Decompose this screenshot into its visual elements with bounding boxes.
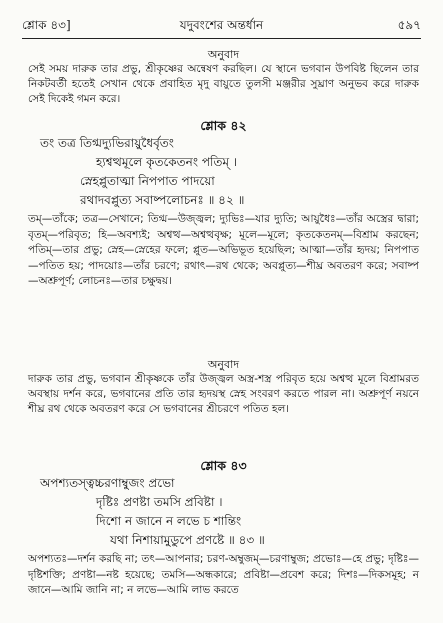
verse-line: হ্যশ্বত্থমূলে কৃতকেতনং পতিম্ । [96,155,238,169]
header-verse-ref: শ্লোক ৪৩] [22,18,71,32]
verse-heading: শ্লোক ৪২ [200,118,247,133]
verse-line: অপশ্যতস্ত্বচ্চরণাম্বুজং প্রভো [40,476,175,490]
header-divider [22,38,421,39]
verse-line: যথা নিশায়ামুডুপে প্রণষ্টে ॥ ৪৩ ॥ [110,533,265,547]
verse-line: স্নেহপ্লুতাত্মা নিপপাত পাদয়ো [80,174,215,188]
translation-section-1 [28,48,419,107]
verse-43-heading-block [28,458,419,474]
verse-42-sanskrit [40,134,423,210]
verse-43-sanskrit [40,474,423,550]
verse-42-heading-block [28,118,419,134]
translation-heading: অনুবাদ [207,358,240,371]
translation-text: সেই সময় দারুক তার প্রভু, শ্রীকৃষ্ণের অন্বেষণ করছিল। যে স্থানে ভগবান উপবিষ্ট ছিলেন তার নিকটবর্তী হতেই সেখান থেকে প্রবাহিত মৃদু বায়ুতে তুলসী মঞ্জরীর সুঘ্রাণ অনুভব করে দারুক সেই দিকেই গমন করে। [28,63,419,105]
verse-43-synonyms: অপশ্যতঃ—দর্শন করছি না; তৎ—আপনার; চরণ-অম্বুজম্—চরণাম্বুজ; প্রভোঃ—হে প্রভু; দৃষ্টিঃ—দৃষ্টিশক্তি; প্রণষ্টা—নষ্ট হয়েছে; তমসি—অন্ধকারে; প্রবিষ্টা—প্রবেশ করে; দিশঃ—দিকসমূহ; ন জানে—আমি জানি না; ন লভে—আমি লাভ করতে [28,553,419,596]
translation-heading: অনুবাদ [207,48,240,61]
verse-line: দৃষ্টিঃ প্রণষ্টা তমসি প্রবিষ্টা । [96,495,223,509]
header-page-number: ৫৯৭ [397,18,421,32]
verse-heading: শ্লোক ৪৩ [200,458,247,473]
verse-42-synonyms: তম্—তাঁকে; তত্র—সেখানে; তিগ্ম—উজ্জ্বল; দ্যুভিঃ—যার দ্যুতি; আয়ুধৈঃ—তাঁর অস্ত্রের দ্বারা; বৃতম্—পরিবৃত; হি—অবশ্যই; অশ্বত্থ—অশ্বত্থবৃক্ষ; মূলে—মূলে; কৃতকেতনম্—বিশ্রাম করছেন; পতিম্—তার প্রভু; স্নেহ—স্নেহের ফলে; প্লুত—অভিভূত হয়েছিল; আত্মা—তাঁর হৃদয়; নিপপাত—পতিত হয়; পাদয়োঃ—তাঁর চরণে; রথাৎ—রথ থেকে; অবপ্লুত্য—শীঘ্র অবতরণ করে; সবাষ্প—অশ্রুপূর্ণ; লোচনঃ—তার চক্ষুদ্বয়। [28,213,419,287]
header-chapter-title: যদুবংশের অন্তর্ধান [179,18,264,32]
translation-section-2 [28,358,419,417]
running-header [22,16,421,34]
verse-line: দিশো ন জানে ন লভে চ শান্তিং [96,514,242,528]
translation-text: দারুক তার প্রভু, ভগবান শ্রীকৃষ্ণকে তাঁর উজ্জ্বল অস্ত্র-শস্ত্র পরিবৃত হয়ে অশ্বত্থ মূলে বিশ্রামরত অবস্থায় দর্শন করে, ভগবানের প্রতি তার হৃদয়স্থ স্নেহ সংবরণ করতে পারল না। অশ্রুপূর্ণ নয়নে শীঘ্র রথ থেকে অবতরণ করে সে ভগবানের শ্রীচরণে পতিত হল। [28,373,419,415]
verse-line: তং তত্র তিগ্মদ্যুভিরায়ুধৈর্বৃতং [40,136,174,150]
verse-line: রথাদবপ্লুত্য সবাষ্পলোচনঃ ॥ ৪২ ॥ [80,193,245,207]
